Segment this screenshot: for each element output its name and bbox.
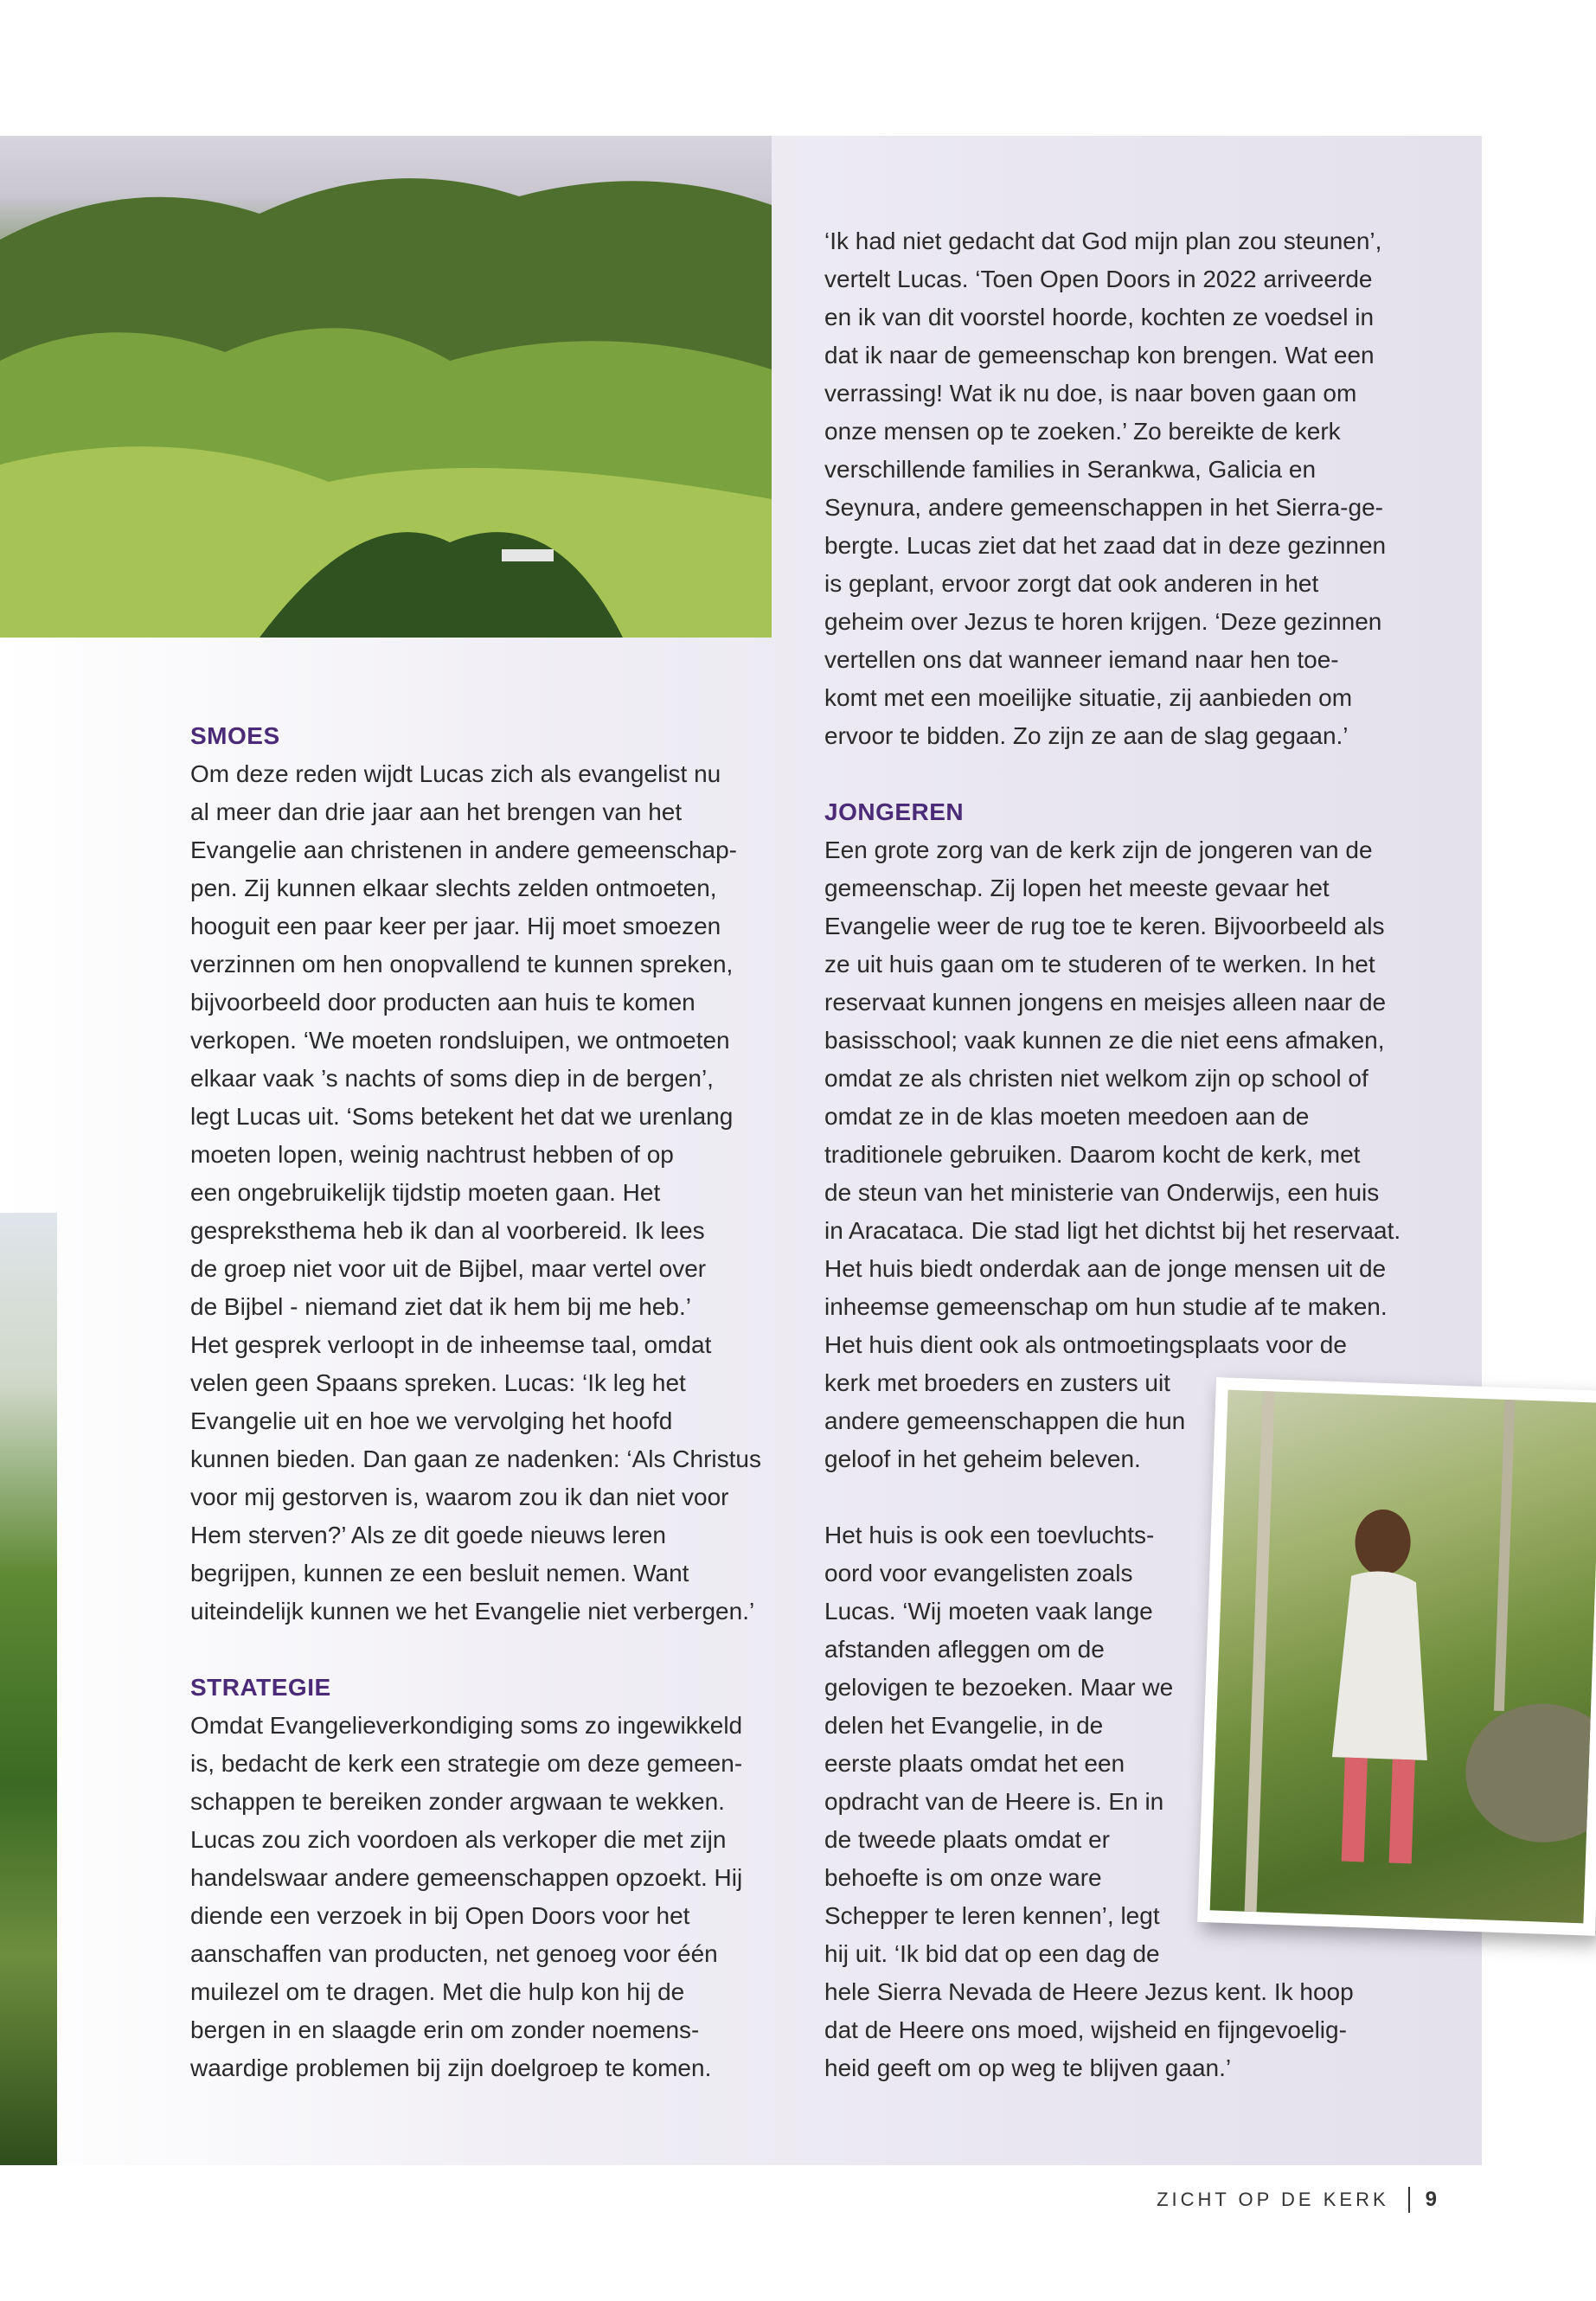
text-line: bergen in en slaagde erin om zonder noemens- — [190, 2016, 700, 2043]
text-line: Lucas zou zich voordoen als verkoper die met zijn — [190, 1826, 727, 1853]
text-line: en ik van dit voorstel hoorde, kochten ze voedsel in — [824, 304, 1375, 330]
right-text-column — [824, 222, 1413, 2087]
text-line: omdat ze als christen niet welkom zijn op school of — [824, 1065, 1368, 1092]
text-line: verrassing! Wat ik nu doe, is naar boven gaan om — [824, 380, 1357, 407]
text-line: vertellen ons dat wanneer iemand naar hen toe- — [824, 646, 1339, 673]
text-line: muilezel om te dragen. Met die hulp kon hij de — [190, 1978, 685, 2005]
text-line: is, bedacht de kerk een strategie om deze gemeen- — [190, 1750, 743, 1777]
text-line: bijvoorbeeld door producten aan huis te komen — [190, 989, 695, 1016]
text-line: eerste plaats omdat het een — [824, 1750, 1125, 1777]
text-line: geloof in het geheim beleven. — [824, 1445, 1141, 1472]
text-line: de steun van het ministerie van Onderwijs, een huis — [824, 1179, 1380, 1206]
text-line: reservaat kunnen jongens en meisjes alleen naar de — [824, 989, 1387, 1016]
text-line: pen. Zij kunnen elkaar slechts zelden ontmoeten, — [190, 875, 717, 901]
text-line: bergte. Lucas ziet dat het zaad dat in deze gezinnen — [824, 532, 1387, 559]
text-line: traditionele gebruiken. Daarom kocht de kerk, met — [824, 1141, 1361, 1168]
text-line: hij uit. ‘Ik bid dat op een dag de — [824, 1940, 1160, 1967]
intro-paragraph — [824, 222, 1413, 755]
text-line: in Aracataca. Die stad ligt het dichtst bij het reservaat. — [824, 1217, 1401, 1244]
text-line: ervoor te bidden. Zo zijn ze aan de slag gegaan.’ — [824, 722, 1349, 749]
text-line: uiteindelijk kunnen we het Evangelie niet verbergen.’ — [190, 1598, 755, 1625]
section-heading-jongeren: JONGEREN — [824, 798, 965, 825]
page-footer — [1157, 2187, 1437, 2213]
text-line: de tweede plaats omdat er — [824, 1826, 1110, 1853]
text-line: schappen te bereiken zonder argwaan te wekken. — [190, 1788, 725, 1815]
mountain-landscape-photo — [0, 136, 772, 638]
text-line: verkopen. ‘We moeten rondsluipen, we ontmoeten — [190, 1027, 730, 1054]
text-line: de Bijbel - niemand ziet dat ik hem bij me heb.’ — [190, 1293, 691, 1320]
closing-paragraph — [824, 1516, 1413, 2087]
text-line: behoefte is om onze ware — [824, 1864, 1102, 1891]
text-line: omdat ze in de klas moeten meedoen aan de — [824, 1103, 1310, 1130]
text-line: delen het Evangelie, in de — [824, 1712, 1104, 1739]
footer-divider — [1408, 2187, 1410, 2213]
text-line: diende een verzoek in bij Open Doors voor het — [190, 1902, 690, 1929]
text-line: verschillende families in Serankwa, Galicia en — [824, 456, 1317, 483]
text-line: Het huis dient ook als ontmoetingsplaats voor de — [824, 1331, 1347, 1358]
text-line: dat ik naar de gemeenschap kon brengen. Wat een — [824, 342, 1375, 369]
text-line: Evangelie weer de rug toe te keren. Bijvoorbeeld als — [824, 913, 1385, 939]
text-line: andere gemeenschappen die hun — [824, 1407, 1186, 1434]
text-line: moeten lopen, weinig nachtrust hebben of op — [190, 1141, 674, 1168]
text-line: Om deze reden wijdt Lucas zich als evangelist nu — [190, 760, 721, 787]
section-heading-strategie: STRATEGIE — [190, 1674, 331, 1701]
text-line: Seynura, andere gemeenschappen in het Sierra-ge- — [824, 494, 1383, 521]
text-line: geheim over Jezus te horen krijgen. ‘Deze gezinnen — [824, 608, 1382, 635]
text-line: komt met een moeilijke situatie, zij aanbieden om — [824, 684, 1353, 711]
text-line: waardige problemen bij zijn doelgroep te komen. — [190, 2054, 712, 2081]
text-line: gespreksthema heb ik dan al voorbereid. Ik lees — [190, 1217, 705, 1244]
section-heading-smoes: SMOES — [190, 722, 280, 749]
text-line: verzinnen om hen onopvallend te kunnen spreken, — [190, 951, 734, 977]
text-line: ze uit huis gaan om te studeren of te werken. In het — [824, 951, 1375, 977]
text-line: de groep niet voor uit de Bijbel, maar vertel over — [190, 1255, 707, 1282]
text-line: dat de Heere ons moed, wijsheid en fijngevoelig- — [824, 2016, 1347, 2043]
text-line: inheemse gemeenschap om hun studie af te maken. — [824, 1293, 1388, 1320]
text-line: ‘Ik had niet gedacht dat God mijn plan zou steunen’, — [824, 228, 1382, 254]
text-line: kunnen bieden. Dan gaan ze nadenken: ‘Als Christus — [190, 1445, 761, 1472]
text-line: Hem sterven?’ Als ze dit goede nieuws leren — [190, 1522, 666, 1548]
text-line: legt Lucas uit. ‘Soms betekent het dat we urenlang — [190, 1103, 734, 1130]
text-line: basisschool; vaak kunnen ze die niet eens afmaken, — [824, 1027, 1385, 1054]
text-line: voor mij gestorven is, waarom zou ik dan niet voor — [190, 1484, 729, 1510]
text-line: Het gesprek verloopt in de inheemse taal, omdat — [190, 1331, 712, 1358]
text-line: kerk met broeders en zusters uit — [824, 1369, 1170, 1396]
text-line: Evangelie uit en hoe we vervolging het hoofd — [190, 1407, 673, 1434]
text-line: begrijpen, kunnen ze een besluit nemen. Want — [190, 1560, 689, 1586]
section-body-strategie — [190, 1707, 787, 2087]
section-body-jongeren — [824, 831, 1413, 1478]
text-line: oord voor evangelisten zoals — [824, 1560, 1133, 1586]
text-line: hooguit een paar keer per jaar. Hij moet smoezen — [190, 913, 721, 939]
left-text-column — [190, 717, 787, 2087]
text-line: handelswaar andere gemeenschappen opzoekt. Hij — [190, 1864, 743, 1891]
text-line: Evangelie aan christenen in andere gemeenschap- — [190, 836, 737, 863]
cropped-group-photo — [0, 1213, 57, 2165]
section-body-smoes — [190, 755, 787, 1631]
text-line: gelovigen te bezoeken. Maar we — [824, 1674, 1174, 1701]
text-line: Het huis is ook een toevluchts- — [824, 1522, 1155, 1548]
text-line: aanschaffen van producten, net genoeg voor één — [190, 1940, 718, 1967]
text-line: heid geeft om op weg te blijven gaan.’ — [824, 2054, 1232, 2081]
text-line: Omdat Evangelieverkondiging soms zo ingewikkeld — [190, 1712, 743, 1739]
text-line: gemeenschap. Zij lopen het meeste gevaar het — [824, 875, 1330, 901]
text-line: velen geen Spaans spreken. Lucas: ‘Ik leg het — [190, 1369, 686, 1396]
text-line: Lucas. ‘Wij moeten vaak lange — [824, 1598, 1153, 1625]
magazine-title: ZICHT OP DE KERK — [1157, 2189, 1389, 2210]
text-line: opdracht van de Heere is. En in — [824, 1788, 1164, 1815]
text-line: elkaar vaak ’s nachts of soms diep in de bergen’, — [190, 1065, 714, 1092]
text-line: onze mensen op te zoeken.’ Zo bereikte de kerk — [824, 418, 1341, 445]
mountain-illustration — [0, 136, 772, 638]
text-line: hele Sierra Nevada de Heere Jezus kent. Ik hoop — [824, 1978, 1354, 2005]
text-line: al meer dan drie jaar aan het brengen van het — [190, 798, 683, 825]
text-line: is geplant, ervoor zorgt dat ook anderen in het — [824, 570, 1319, 597]
text-line: Schepper te leren kennen’, legt — [824, 1902, 1160, 1929]
page-number: 9 — [1425, 2188, 1437, 2211]
text-line: afstanden afleggen om de — [824, 1636, 1105, 1663]
text-line: een ongebruikelijk tijdstip moeten gaan. Het — [190, 1179, 661, 1206]
text-line: vertelt Lucas. ‘Toen Open Doors in 2022 arriveerde — [824, 266, 1373, 292]
text-line: Een grote zorg van de kerk zijn de jongeren van de — [824, 836, 1373, 863]
text-line: Het huis biedt onderdak aan de jonge mensen uit de — [824, 1255, 1387, 1282]
